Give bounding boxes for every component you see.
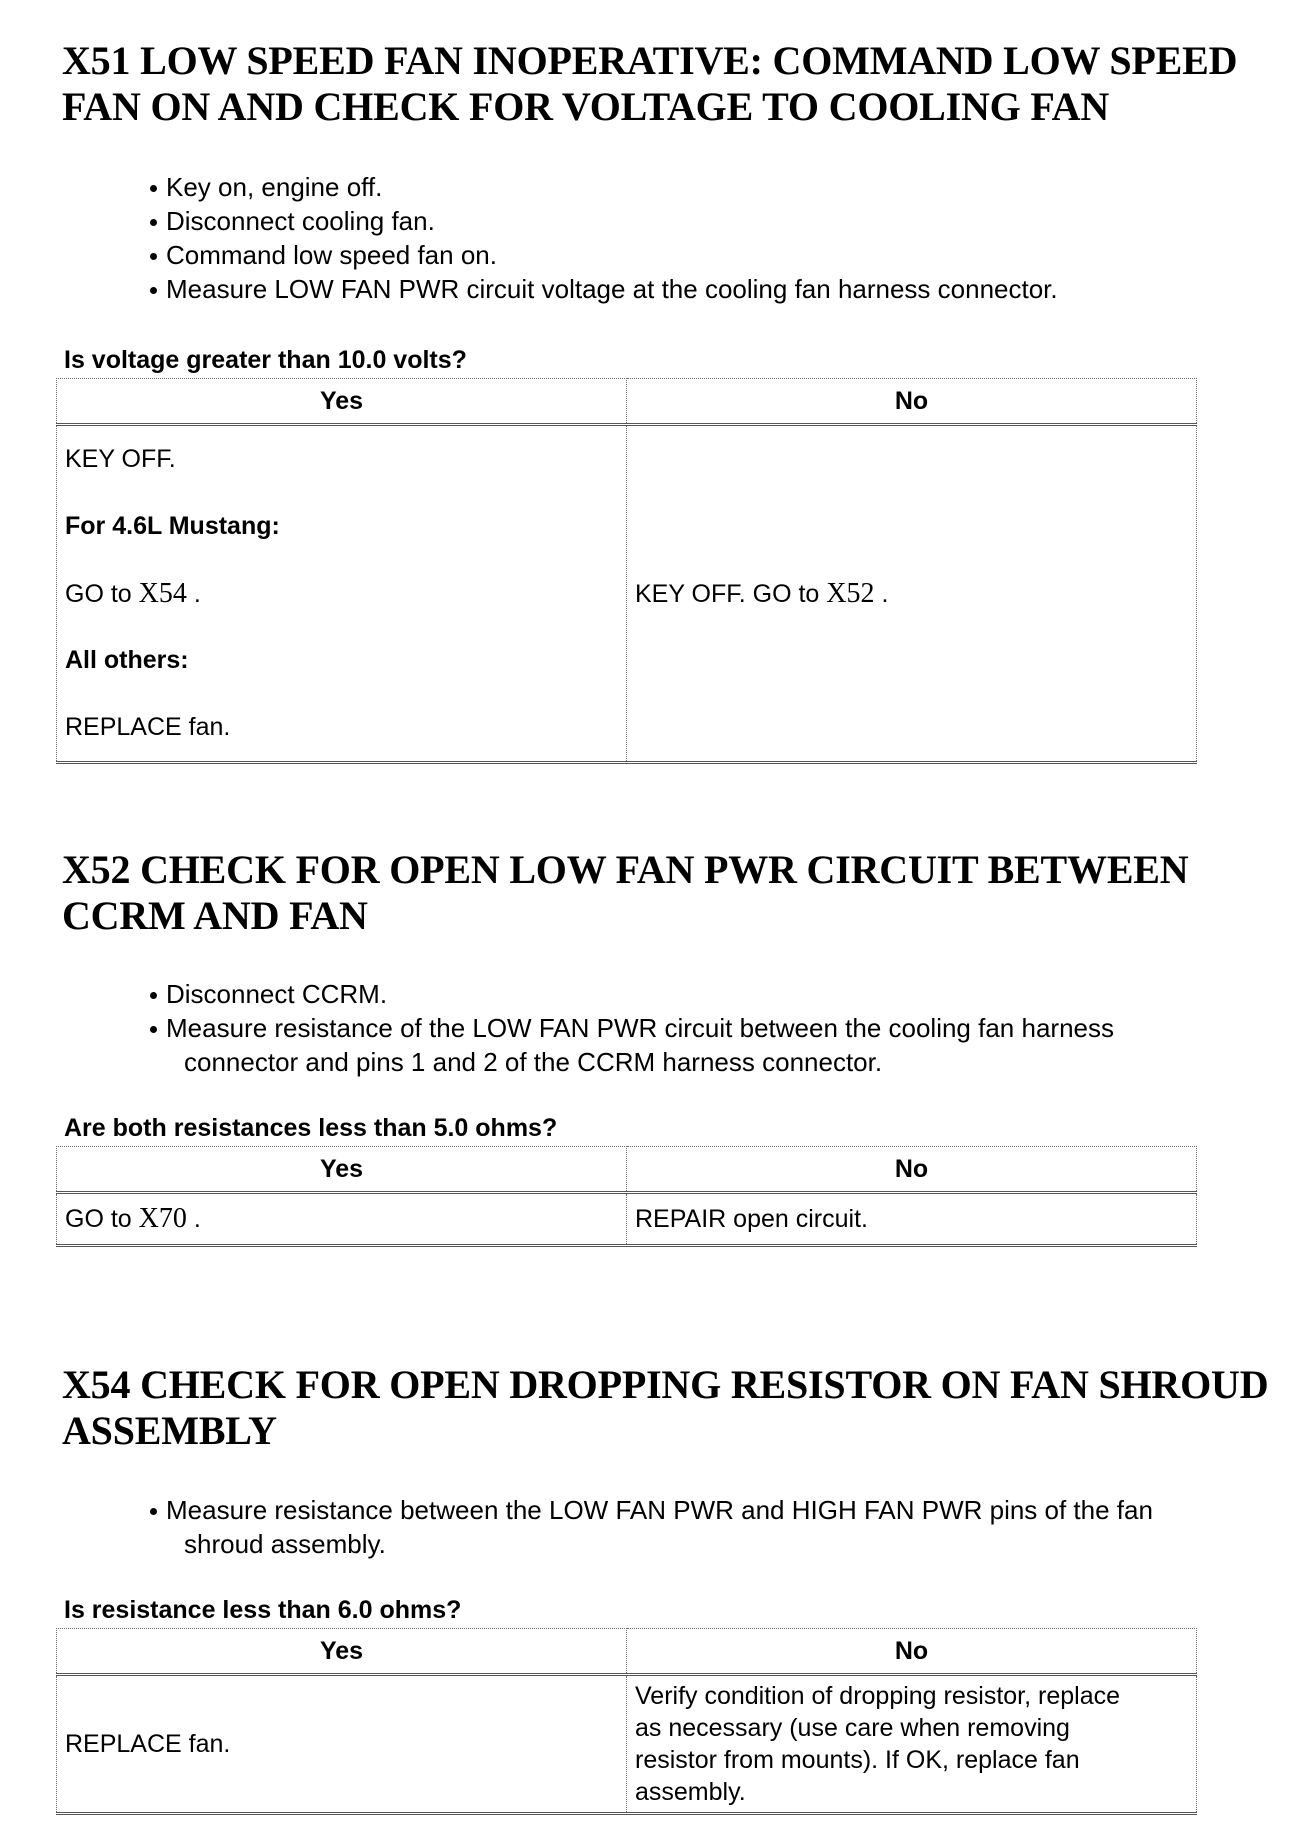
yes-goto-text: GO to [65,580,139,608]
step-item: Measure LOW FAN PWR circuit voltage at the cooling fan harness connector. [150,272,1058,306]
heading-line: CCRM AND FAN [62,893,368,938]
step-text: Measure resistance between the LOW FAN PWR and HIGH FAN PWR pins of the fan [166,1495,1153,1525]
section-x54-heading [62,1362,1268,1454]
section-x54-question: Is resistance less than 6.0 ohms? [64,1596,462,1624]
yes-cell-text: GO to [65,1205,139,1233]
no-column-header: No [627,1629,1197,1675]
section-x52-decision-table [56,1146,1197,1247]
section-x52-heading [62,847,1188,939]
yes-goto-suffix: . [186,580,201,608]
section-x51-decision-table [56,378,1197,764]
yes-column-header: Yes [57,1147,627,1193]
yes-cell [57,425,627,763]
no-column-header: No [627,379,1197,425]
no-cell-text: KEY OFF. GO to [635,579,827,608]
table-header-row [57,1629,1197,1675]
step-text: Measure resistance of the LOW FAN PWR circuit between the cooling fan harness [166,1013,1114,1043]
no-cell [627,425,1197,763]
table-row [57,1675,1197,1814]
yes-line: All others: [65,646,189,674]
section-x54-decision-table [56,1628,1197,1815]
no-line: as necessary (use care when removing [635,1714,1070,1742]
yes-cell: REPLACE fan. [57,1675,627,1814]
yes-column-header: Yes [57,1629,627,1675]
section-x51-question: Is voltage greater than 10.0 volts? [64,346,467,374]
no-line: assembly. [635,1778,746,1806]
yes-cell [57,1193,627,1246]
goto-x70-link[interactable]: X70 [138,1203,187,1234]
section-x52-question: Are both resistances less than 5.0 ohms? [64,1114,558,1142]
section-x51-steps [150,170,1058,306]
table-row [57,425,1197,763]
step-item [150,1011,1114,1079]
goto-x52-link[interactable]: X52 [826,577,875,609]
table-header-row [57,1147,1197,1193]
step-item [150,1493,1153,1561]
no-cell: REPAIR open circuit. [627,1193,1197,1246]
section-x52-steps [150,977,1114,1079]
heading-line: X52 CHECK FOR OPEN LOW FAN PWR CIRCUIT BETWEEN [62,847,1189,892]
yes-column-header: Yes [57,379,627,425]
goto-x54-link[interactable]: X54 [138,578,187,609]
yes-line [65,560,618,627]
step-item: Key on, engine off. [150,170,1058,204]
yes-line: For 4.6L Mustang: [65,512,280,540]
no-cell [627,1675,1197,1814]
yes-line: REPLACE fan. [65,713,231,741]
step-item: Disconnect cooling fan. [150,204,1058,238]
heading-line: ASSEMBLY [62,1408,277,1453]
heading-line: X54 CHECK FOR OPEN DROPPING RESISTOR ON FAN SHROUD [62,1362,1269,1407]
heading-line: FAN ON AND CHECK FOR VOLTAGE TO COOLING FAN [62,84,1110,129]
table-row [57,1193,1197,1246]
section-x54-steps [150,1493,1153,1561]
yes-goto-suffix: . [186,1205,201,1233]
section-x51-heading [62,38,1237,130]
step-text-continued: shroud assembly. [184,1529,386,1559]
step-text-continued: connector and pins 1 and 2 of the CCRM harness connector. [184,1047,883,1077]
yes-line: KEY OFF. [65,445,176,473]
no-line: resistor from mounts). If OK, replace fan [635,1746,1080,1774]
no-goto-suffix: . [874,579,889,608]
step-item: Command low speed fan on. [150,238,1058,272]
no-column-header: No [627,1147,1197,1193]
step-item: Disconnect CCRM. [150,977,1114,1011]
heading-line: X51 LOW SPEED FAN INOPERATIVE: COMMAND LOW SPEED [62,38,1238,83]
table-header-row [57,379,1197,425]
no-line: Verify condition of dropping resistor, replace [635,1682,1120,1710]
